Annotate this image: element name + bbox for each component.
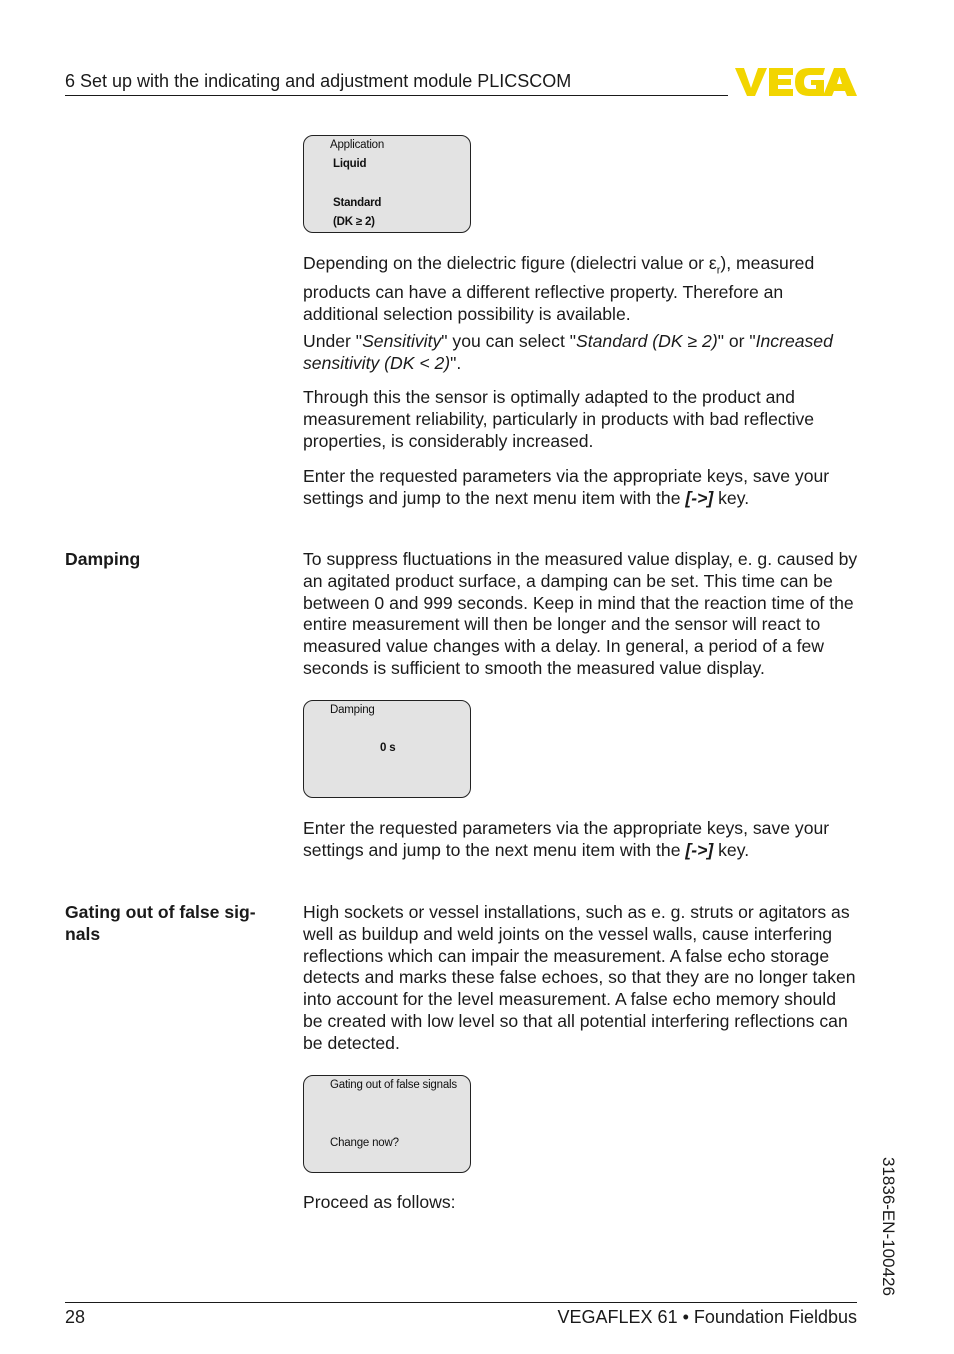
footer-title: VEGAFLEX 61 • Foundation Fieldbus xyxy=(557,1307,857,1327)
vega-logo xyxy=(735,66,859,98)
lcd-gating xyxy=(303,1075,471,1173)
doc-code-container xyxy=(876,1157,898,1307)
paragraph-damping: To suppress fluctuations in the measured value display, e. g. caused by an agitated product surface, a damping can be set. This time can be between 0 and 999 seconds. Keep in mind that the reaction time of the entire measurement will then be longer and the sensor will react to measured value changes with a delay. In general, a period of a few seconds is sufficient to smooth the measured value display. xyxy=(303,549,858,678)
lcd-change-now: Change now? xyxy=(330,1137,399,1149)
doc-code: 31836-EN-100426 xyxy=(879,1157,898,1296)
header-rule xyxy=(65,95,728,96)
footer-rule xyxy=(65,1302,857,1303)
heading-gating: Gating out of false sig- nals xyxy=(65,902,256,944)
lcd-damping-value: 0 s xyxy=(380,742,396,754)
paragraph-gating: High sockets or vessel installations, such as e. g. struts or agitators as well as buildup and weld joints on the vessel walls, cause interfering reflections which can impair the measurement. A false echo storage detects and marks these false echoes, so that they are no longer taken into account for the level measurement. A false echo memory should be created with low level so that all potential interfering reflections can be detected. xyxy=(303,902,856,1053)
lcd-option-dk: (DK ≥ 2) xyxy=(333,216,375,228)
lcd-title: Damping xyxy=(330,704,375,716)
paragraph-adapted: Through this the sensor is optimally adapted to the product and measurement reliability, particularly in products with bad reflective properties, is considerably increased. xyxy=(303,387,815,451)
lcd-title: Gating out of false signals xyxy=(330,1079,457,1091)
paragraph-dielectric: Depending on the dielectric figure (dielectri value or $\varepsilon_r$), measured products can have a different reflective property. Therefore an additional selection possibility is available. xyxy=(303,253,815,325)
paragraph-enter-params-2: Enter the requested parameters via the appropriate keys, save your settings and jump to the next menu item with the [->] key. xyxy=(303,818,830,860)
page-number: 28 xyxy=(65,1307,86,1327)
paragraph-enter-params: Enter the requested parameters via the appropriate keys, save your settings and jump to the next menu item with the [->] key. xyxy=(303,466,830,508)
lcd-option-liquid: Liquid xyxy=(333,158,367,170)
paragraph-sensitivity: Under "Sensitivity" you can select "Standard (DK ≥ 2)" or "Increased sensitivity (DK < 2)". xyxy=(303,331,833,373)
lcd-damping xyxy=(303,700,471,798)
paragraph-proceed: Proceed as follows: xyxy=(303,1192,456,1212)
lcd-title: Application xyxy=(330,139,385,151)
heading-damping: Damping xyxy=(65,549,141,569)
lcd-option-standard: Standard xyxy=(333,197,382,209)
lcd-application xyxy=(303,135,471,233)
running-header: 6 Set up with the indicating and adjustment module PLICSCOM xyxy=(65,71,572,91)
